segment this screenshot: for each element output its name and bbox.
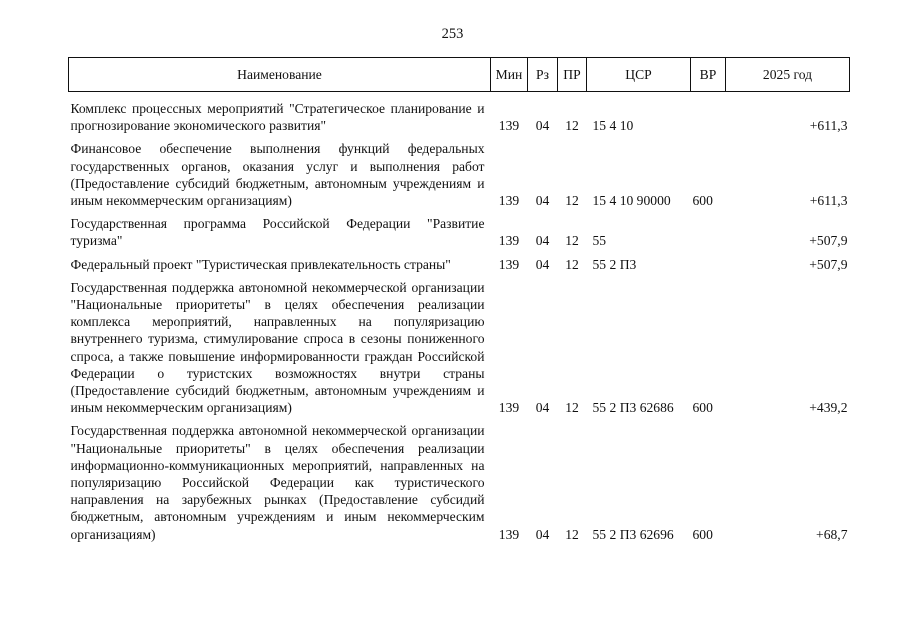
row-vr: 600 xyxy=(692,400,713,416)
row-min: 139 xyxy=(498,118,520,134)
row-rz: 04 xyxy=(535,526,550,542)
row-pr: 12 xyxy=(565,526,579,542)
header-name: Наименование xyxy=(69,58,491,92)
row-rz: 04 xyxy=(535,400,550,416)
row-amount: +611,3 xyxy=(809,118,848,134)
table-row xyxy=(69,209,850,249)
row-amount: +507,9 xyxy=(809,233,848,249)
row-vr xyxy=(691,92,726,135)
header-year: 2025 год xyxy=(726,58,850,92)
row-vr: 600 xyxy=(692,526,713,542)
row-pr: 12 xyxy=(565,233,579,249)
header-csr: ЦСР xyxy=(587,58,691,92)
row-rz: 04 xyxy=(535,233,550,249)
table-row xyxy=(69,273,850,417)
row-csr: 55 xyxy=(592,233,607,249)
table-row xyxy=(69,416,850,542)
header-vr: ВР xyxy=(691,58,726,92)
row-csr: 15 4 10 xyxy=(592,118,634,134)
row-name: Государственная программа Российской Федерации "Развитие туризма" xyxy=(70,216,485,249)
budget-table xyxy=(68,57,849,543)
row-min: 139 xyxy=(498,526,520,542)
row-name: Федеральный проект "Туристическая привлекательность страны" xyxy=(70,256,451,272)
row-min: 139 xyxy=(498,193,520,209)
budget-table-grid xyxy=(68,57,850,543)
row-vr xyxy=(691,209,726,249)
row-rz: 04 xyxy=(535,193,550,209)
page-number: 253 xyxy=(441,26,464,42)
table-header-row xyxy=(69,58,850,92)
row-csr: 55 2 П3 62686 xyxy=(592,400,674,416)
row-amount: +507,9 xyxy=(809,256,848,272)
table-row xyxy=(69,250,850,273)
row-pr: 12 xyxy=(565,118,579,134)
row-pr: 12 xyxy=(565,400,579,416)
row-rz: 04 xyxy=(535,118,550,134)
header-rz: Рз xyxy=(528,58,558,92)
row-amount: +611,3 xyxy=(809,193,848,209)
row-vr: 600 xyxy=(692,193,713,209)
row-pr: 12 xyxy=(565,256,579,272)
table-row xyxy=(69,92,850,135)
row-rz: 04 xyxy=(535,256,550,272)
row-vr xyxy=(691,250,726,273)
table-row xyxy=(69,134,850,209)
row-min: 139 xyxy=(498,256,520,272)
row-amount: +439,2 xyxy=(809,400,848,416)
row-min: 139 xyxy=(498,233,520,249)
row-amount: +68,7 xyxy=(816,526,848,542)
header-min: Мин xyxy=(491,58,528,92)
header-pr: ПР xyxy=(558,58,587,92)
row-name: Финансовое обеспечение выполнения функций федеральных государственных органов, оказания услуг и выполнения работ (Предоставление субсидий бюджетным, автономным учреждениям и иным некоммерческим организациям) xyxy=(70,141,485,209)
row-pr: 12 xyxy=(565,193,579,209)
row-name: Государственная поддержка автономной некоммерческой организации "Национальные приоритеты" в целях обеспечения реализации комплекса мероприятий, направленных на популяризацию внутреннего туризма, стимулирование спроса в сезоны пониженного спроса, а также повышение информированности граждан Российской Федерации о туристских возможностях внутри страны (Предоставление субсидий бюджетным, автономным учреждениям и иным некоммерческим организациям) xyxy=(70,279,485,416)
row-csr: 55 2 П3 62696 xyxy=(592,526,674,542)
row-min: 139 xyxy=(498,400,520,416)
row-csr: 55 2 П3 xyxy=(592,256,637,272)
row-csr: 15 4 10 90000 xyxy=(592,193,671,209)
row-name: Комплекс процессных мероприятий "Стратегическое планирование и прогнозирование экономического развития" xyxy=(70,101,485,134)
row-name: Государственная поддержка автономной некоммерческой организации "Национальные приоритеты" в целях обеспечения реализации информационно-коммуникационных мероприятий, направленных на популяризацию Российской Федерации как туристического направления на зарубежных рынках (Предоставление субсидий бюджетным, автономным учреждениям и иным некоммерческим организациям) xyxy=(70,423,485,542)
